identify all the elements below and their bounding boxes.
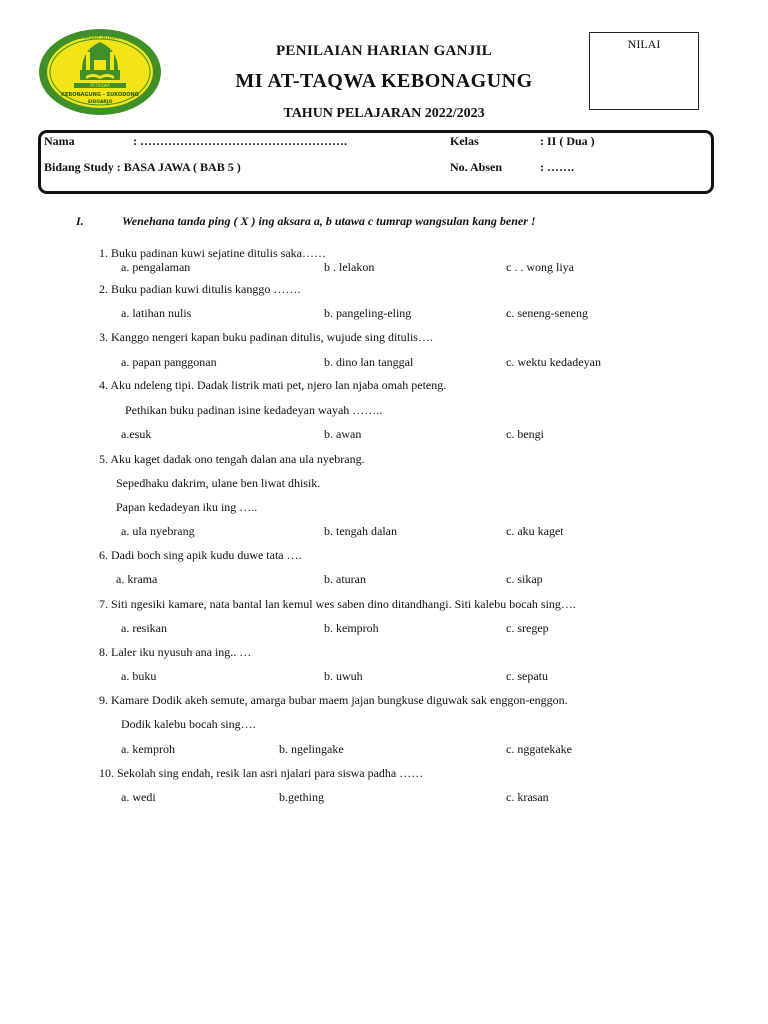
q4-option-c: c. bengi (506, 427, 544, 441)
q3-option-c: c. wektu kedadeyan (506, 355, 601, 369)
q4-option-b: b. awan (324, 427, 362, 441)
name-field: : ……………………………………………. (133, 134, 347, 148)
q10-option-c: c. krasan (506, 790, 549, 804)
subject-label: Bidang Study : BASA JAWA ( BAB 5 ) (44, 160, 241, 174)
q6-option-b: b. aturan (324, 572, 366, 586)
q4-option-a: a.esuk (121, 427, 152, 441)
q2-option-c: c. seneng-seneng (506, 306, 588, 320)
logo-top-text: MADRASAH IBTIDAIYAH (70, 35, 130, 41)
logo-name-text: AT-TAQWA (90, 83, 110, 88)
section-instruction: Wenehana tanda ping ( X ) ing aksara a, b utawa c tumrap wangsulan kang bener ! (122, 214, 536, 228)
question-5: 5. Aku kaget dadak ono tengah dalan ana ula nyebrang. (99, 452, 365, 466)
name-label: Nama (44, 134, 75, 148)
q2-option-a: a. latihan nulis (121, 306, 192, 320)
question-1: 1. Buku padinan kuwi sejatine ditulis saka…… (99, 246, 326, 260)
logo-bottom-text-2: SIDOARJO (87, 100, 113, 105)
section-number: I. (76, 214, 84, 228)
q7-option-a: a. resikan (121, 621, 167, 635)
question-9: 9. Kamare Dodik akeh semute, amarga bubar maem jajan bungkuse diguwak sak enggon-enggon. (99, 693, 568, 707)
q3-option-b: b. dino lan tanggal (324, 355, 414, 369)
question-10: 10. Sekolah sing endah, resik lan asri njalari para siswa padha …… (99, 766, 424, 780)
class-value: : II ( Dua ) (540, 134, 595, 148)
q5-option-c: c. aku kaget (506, 524, 564, 538)
q1-option-b: b . lelakon (324, 260, 375, 274)
q4-subtext: Pethikan buku padinan isine kedadeyan wayah …….. (125, 403, 383, 417)
q2-option-b: b. pangeling-eling (324, 306, 412, 320)
question-3: 3. Kanggo nengeri kapan buku padinan ditulis, wujude sing ditulis…. (99, 330, 433, 344)
q9-option-a: a. kemproh (121, 742, 175, 756)
q8-option-a: a. buku (121, 669, 157, 683)
q8-option-b: b. uwuh (324, 669, 363, 683)
score-box (589, 32, 699, 110)
question-6: 6. Dadi boch sing apik kudu duwe tata …. (99, 548, 302, 562)
q5-subtext-2: Papan kedadeyan iku ing ….. (116, 500, 258, 514)
logo-bottom-text: KEBONAGUNG - SUKODONO (61, 92, 139, 98)
exam-title: PENILAIAN HARIAN GANJIL (275, 43, 493, 59)
q3-option-a: a. papan panggonan (121, 355, 217, 369)
question-8: 8. Laler iku nyusuh ana ing.. … (99, 645, 252, 659)
q10-option-a: a. wedi (121, 790, 156, 804)
class-label: Kelas (450, 134, 479, 148)
q9-option-c: c. nggatekake (506, 742, 572, 756)
q9-subtext: Dodik kalebu bocah sing…. (121, 717, 256, 731)
q5-option-b: b. tengah dalan (324, 524, 397, 538)
q5-option-a: a. ula nyebrang (121, 524, 195, 538)
absence-number-field: : ……. (540, 160, 574, 174)
q9-option-b: b. ngelingake (279, 742, 344, 756)
q6-option-c: c. sikap (506, 572, 543, 586)
q10-option-b: b.gething (279, 790, 324, 804)
question-2: 2. Buku padian kuwi ditulis kanggo ……. (99, 282, 301, 296)
question-4: 4. Aku ndeleng tipi. Dadak listrik mati pet, njero lan njaba omah peteng. (99, 378, 447, 392)
question-7: 7. Siti ngesiki kamare, nata bantal lan kemul wes saben dino ditandhangi. Siti kalebu bocah sing…. (99, 597, 576, 611)
q8-option-c: c. sepatu (506, 669, 548, 683)
q7-option-b: b. kemproh (324, 621, 379, 635)
score-label: NILAI (627, 37, 661, 51)
school-name: MI AT-TAQWA KEBONAGUNG (235, 70, 533, 92)
q1-option-c: c . . wong liya (506, 260, 574, 274)
academic-year: TAHUN PELAJARAN 2022/2023 (283, 106, 485, 121)
q6-option-a: a. krama (116, 572, 158, 586)
q1-option-a: a. pengalaman (121, 260, 191, 274)
q7-option-c: c. sregep (506, 621, 549, 635)
absence-number-label: No. Absen (450, 160, 503, 174)
q5-subtext-1: Sepedhaku dakrim, ulane ben liwat dhisik. (116, 476, 321, 490)
